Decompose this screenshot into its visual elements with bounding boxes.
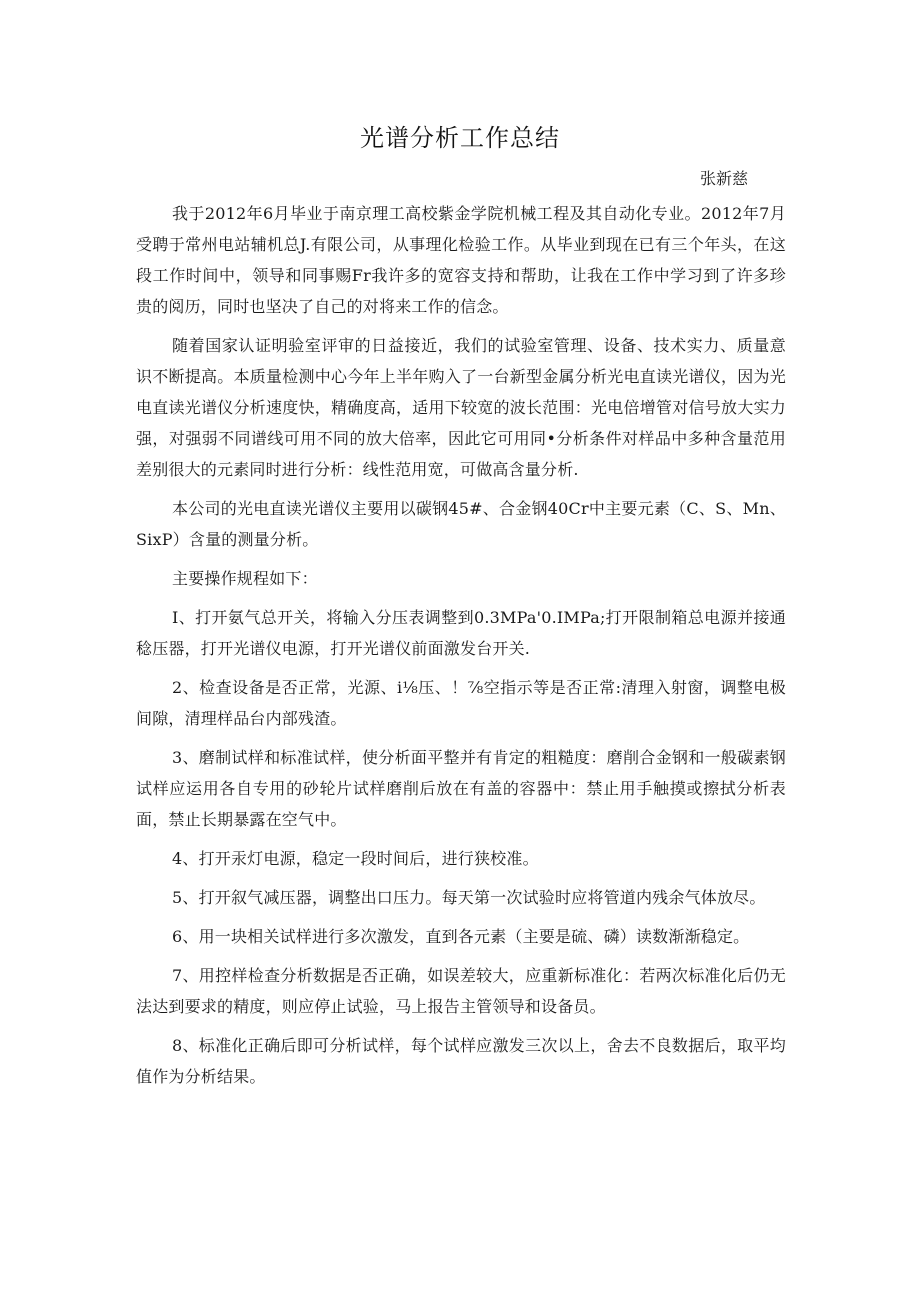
document-body — [136, 198, 786, 1100]
paragraph-step-6: 6、用一块相关试样进行多次激发，直到各元素（主要是硫、磷）读数渐渐稳定。 — [172, 927, 750, 946]
paragraph-step-3: 3、磨制试样和标准试样，使分析面平整并有肯定的粗糙度：磨削合金钢和一般碳素钢试样应运用各自专用的砂轮片试样磨削后放在有盖的容器中：禁止用手触摸或擦拭分析表面，禁止长期暴露在空气中。 — [136, 748, 786, 829]
document-title: 光谱分析工作总结 — [360, 124, 560, 152]
paragraph-step-2: 2、检查设备是否正常，光源、i⅛压、！⅞空指示等是否正常:清理入射窗，调整电极间隙，清理样品台内部残渣。 — [136, 678, 786, 728]
paragraph-step-5: 5、打开叙气减压器，调整出口压力。每天第一次试验时应将管道内残余气体放尽。 — [172, 888, 766, 907]
paragraph-step-7: 7、用控样检查分析数据是否正确，如误差较大，应重新标准化：若两次标准化后仍无法达到要求的精度，则应停止试验，马上报告主管领导和设备员。 — [136, 966, 786, 1016]
paragraph-intro: 我于2012年6月毕业于南京理工高校紫金学院机械工程及其自动化专业。2012年7月受聘于常州电站辅机总J.有限公司，从事理化检验工作。从毕业到现在已有三个年头，在这段工作时间中，领导和同事赐Fr我许多的宽容支持和帮助，让我在工作中学习到了许多珍贵的阅历，同时也坚决了自己的对将来工作的信念。 — [136, 204, 786, 316]
paragraph-step-1: I、打开氨气总开关，将输入分压表调整到0.3MPa'0.IMPa;打开限制箱总电源并接通稔压器，打开光谱仪电源，打开光谱仪前面激发台开关. — [136, 608, 786, 658]
paragraph-spectrometer-background: 随着国家认证明验室评审的日益接近，我们的试验室管理、设备、技术实力、质量意识不断提高。本质量检测中心今年上半年购入了一台新型金属分析光电直读光谱仪，因为光电直读光谱仪分析速度快，精确度高，适用下较宽的波长范围：光电倍增管对信号放大实力强，对强弱不同谱线可用不同的放大倍率，因此它可用同•分析条件对样品中多种含量范用差别很大的元素同时进行分析：线性范用宽，可做高含量分析. — [136, 336, 786, 479]
paragraph-step-4: 4、打开汞灯电源，稳定一段时间后，进行狭校准。 — [172, 849, 539, 868]
author-name: 张新慈 — [700, 169, 749, 188]
paragraph-usage: 本公司的光电直读光谱仪主要用以碳钢45#、合金钢40Cr中主要元素（C、S、Mn、SixP）含量的测量分析。 — [136, 499, 786, 549]
paragraph-step-8: 8、标准化正确后即可分析试样，每个试样应激发三次以上，舍去不良数据后，取平均值作为分析结果。 — [136, 1036, 786, 1086]
paragraph-procedure-heading: 主要操作规程如下： — [172, 569, 318, 588]
